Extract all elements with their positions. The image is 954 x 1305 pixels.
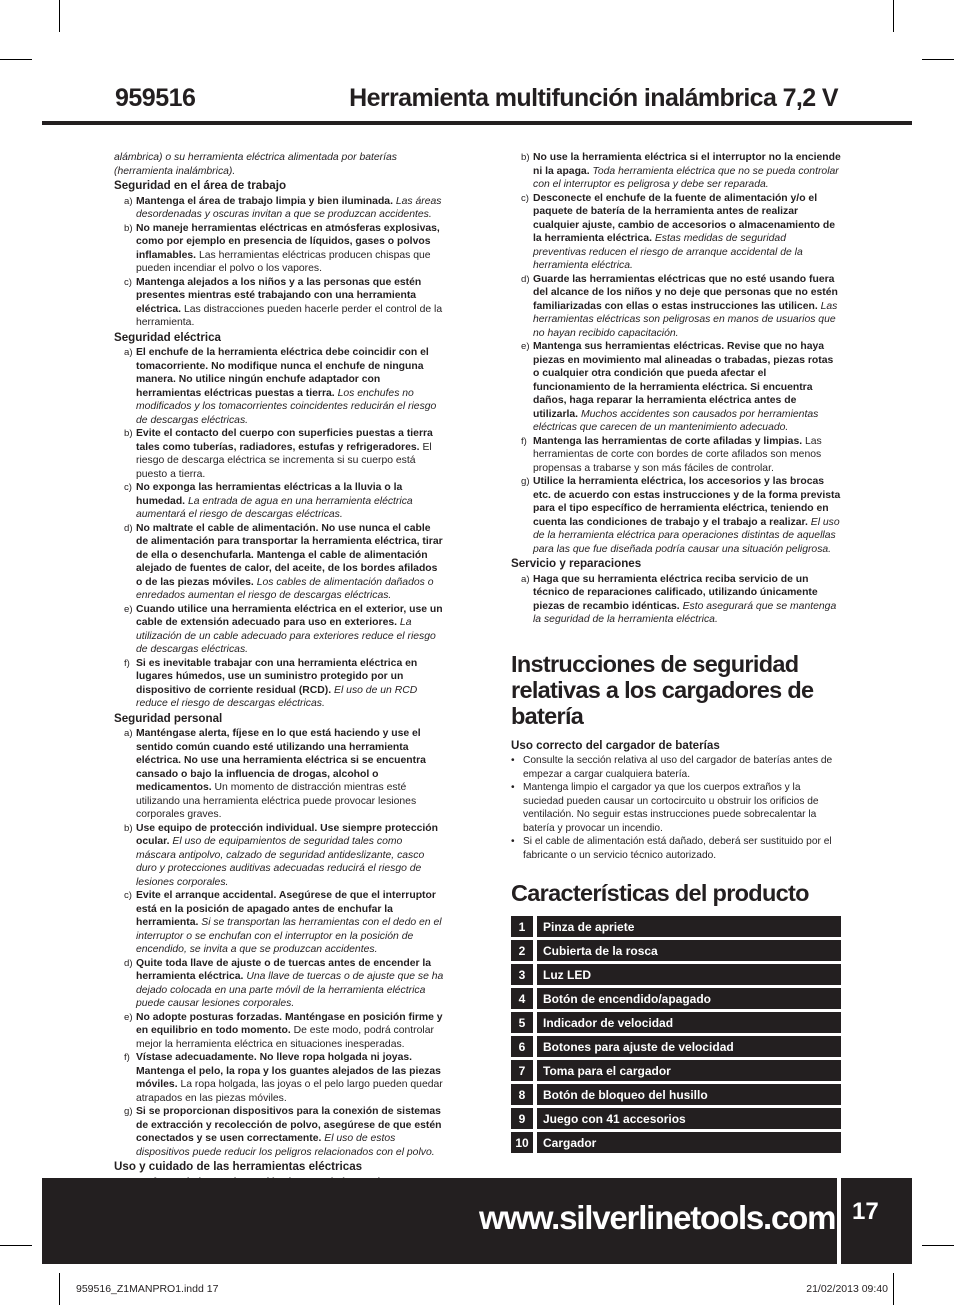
- safety-item: [511, 435, 841, 476]
- feature-row: [511, 1060, 841, 1081]
- crop-mark: [893, 1273, 894, 1305]
- crop-mark: [0, 1245, 32, 1246]
- safety-item: [114, 522, 444, 603]
- charger-subheading: Uso correcto del cargador de baterías: [511, 738, 720, 752]
- crop-mark: [893, 0, 894, 32]
- item-bold-text: Manténgase alerta, fíjese en lo que está haciendo y use el sentido común cuando esté utilizando una herramienta eléctrica. No use una herramienta eléctrica si se encuentra cansado o bajo la influencia de drogas, alcohol o medicamentos.: [136, 728, 426, 793]
- feature-number: 4: [511, 988, 533, 1009]
- safety-item: [511, 475, 841, 556]
- feature-label: Toma para el cargador: [537, 1060, 841, 1081]
- features-section: [511, 880, 841, 1156]
- bullet-text: Si el cable de alimentación está dañado, deberá ser sustituido por el fabricante o un servicio técnico autorizado.: [523, 836, 832, 861]
- item-bold-text: Mantenga el área de trabajo limpia y bien iluminada.: [136, 195, 393, 207]
- item-bold-text: El enchufe de la herramienta eléctrica debe coincidir con el tomacorriente. No modifique nunca el enchufe de ninguna manera. No utilice ningún enchufe adaptador con herramientas eléctricas puestas a tierra.: [136, 347, 429, 399]
- bullet-icon: •: [511, 755, 515, 766]
- crop-mark: [59, 0, 60, 32]
- page-title: Herramienta multifunción inalámbrica 7,2 V: [349, 84, 838, 112]
- item-italic-text: Si se transportan las herramientas con el dedo en el interruptor o se enchufan con el interruptor en la posición de encendido, se invita a que se produzcan accidentes.: [136, 917, 442, 955]
- section-heading: Servicio y reparaciones: [511, 557, 642, 570]
- feature-label: Botones para ajuste de velocidad: [537, 1036, 841, 1057]
- safety-item: [114, 1105, 444, 1159]
- feature-row: [511, 1108, 841, 1129]
- crop-mark: [59, 1273, 60, 1305]
- item-text: El riesgo de descarga eléctrica se incrementa si su cuerpo está puesto a tierra.: [136, 441, 432, 480]
- item-italic-text: Las herramientas eléctricas son peligrosas en manos de usuarios que no hayan recibido capacitación.: [533, 300, 838, 339]
- right-sections: [511, 151, 841, 627]
- item-bold-text: Evite el arranque accidental. Asegúrese de que el interruptor está en la posición de apagado antes de enchufar la herramienta.: [136, 890, 436, 928]
- features-heading: Características del producto: [511, 880, 809, 906]
- item-letter: a): [124, 195, 133, 207]
- item-italic-text: La entrada de agua en una herramienta eléctrica aumentará el riesgo de descargas eléctricas.: [136, 495, 413, 520]
- header-rule: [42, 121, 912, 125]
- feature-number: 10: [511, 1132, 533, 1153]
- section-heading: Seguridad personal: [114, 711, 223, 725]
- left-column: [114, 151, 444, 1230]
- item-bold-text: No exponga las herramientas eléctricas a la lluvia o la humedad.: [136, 482, 403, 507]
- item-bold-text: Evite el contacto del cuerpo con superficies puestas a tierra tales como tuberías, radiadores, estufas y refrigeradores.: [136, 428, 433, 453]
- item-letter: c): [521, 192, 529, 204]
- item-italic-text: Muchos accidentes son causados por herramientas eléctricas que carecen de un mantenimiento adecuado.: [533, 408, 819, 433]
- item-letter: b): [521, 152, 530, 163]
- safety-item: [114, 222, 444, 276]
- feature-row: [511, 1132, 841, 1153]
- crop-mark: [0, 59, 32, 60]
- charger-heading: Instrucciones de seguridad relativas a los cargadores de batería: [511, 650, 814, 729]
- feature-label: Luz LED: [537, 964, 841, 985]
- feature-label: Cubierta de la rosca: [537, 940, 841, 961]
- feature-label: Cargador: [537, 1132, 841, 1153]
- feature-number: 5: [511, 1012, 533, 1033]
- item-letter: e): [124, 603, 133, 615]
- item-letter: b): [124, 222, 133, 234]
- bullet-item: [511, 781, 841, 835]
- item-letter: a): [521, 573, 530, 585]
- feature-label: Indicador de velocidad: [537, 1012, 841, 1033]
- safety-item: [114, 1051, 444, 1105]
- item-bold-text: Vístase adecuadamente. No lleve ropa holgada ni joyas. Mantenga el pelo, la ropa y los guantes alejados de las piezas móviles.: [136, 1052, 441, 1090]
- bullet-icon: •: [511, 836, 515, 847]
- item-letter: g): [521, 476, 530, 487]
- item-text: De este modo, podrá controlar mejor la herramienta eléctrica en situaciones inesperadas.: [136, 1025, 434, 1050]
- item-bold-text: Haga que su herramienta eléctrica reciba servicio de un técnico de reparaciones calificado, utilizando únicamente piezas de recambio idénticas.: [533, 573, 818, 612]
- item-bold-text: Utilice la herramienta eléctrica, los accesorios y las brocas etc. de acuerdo con estas instrucciones y de la forma prevista para el tipo específico de herramienta eléctrica, teniendo en cuenta las condiciones de trabajo y el trabajo a realizar.: [533, 476, 841, 528]
- feature-number: 8: [511, 1084, 533, 1105]
- feature-number: 9: [511, 1108, 533, 1129]
- safety-item: [511, 340, 841, 435]
- item-letter: c): [124, 482, 132, 493]
- crop-mark: [922, 1245, 954, 1246]
- safety-item: [511, 192, 841, 273]
- item-text: Las distracciones pueden hacerle perder el control de la herramienta.: [136, 303, 443, 328]
- slug-date: 21/02/2013 09:40: [806, 1283, 888, 1295]
- safety-item: [511, 573, 841, 627]
- item-bold-text: No maltrate el cable de alimentación. No use nunca el cable de alimentación para transportar la herramienta eléctrica, tirar de ella o desenchufarla. Mantenga el cable de alimentación alejado de fuentes de calor, del aceite, de los bordes afilados o de las piezas móviles.: [136, 522, 443, 588]
- product-code: 959516: [115, 84, 196, 112]
- item-italic-text: Esto asegurará que se mantenga la seguridad de la herramienta eléctrica.: [533, 600, 837, 625]
- footer-band: [42, 1178, 912, 1264]
- item-letter: d): [124, 522, 133, 534]
- item-italic-text: El uso de un RCD reduce el riesgo de descargas eléctricas.: [136, 684, 418, 709]
- safety-item: [114, 822, 444, 890]
- item-bold-text: Desconecte el enchufe de la fuente de alimentación y/o el paquete de batería de la herramienta antes de realizar cualquier ajuste, cambio de accesorios o almacenamiento de la herramienta eléctrica.: [533, 192, 836, 244]
- feature-row: [511, 988, 841, 1009]
- feature-number: 7: [511, 1060, 533, 1081]
- page-number: 17: [852, 1198, 879, 1225]
- item-italic-text: La utilización de un cable adecuado para exteriores reduce el riesgo de descargas eléctricas.: [136, 617, 436, 655]
- item-letter: a): [124, 728, 133, 739]
- safety-item: [114, 957, 444, 1011]
- item-bold-text: Mantenga las herramientas de corte afiladas y limpias.: [533, 435, 803, 447]
- bullet-text: Mantenga limpio el cargador ya que los cuerpos extraños y la suciedad pueden causar un cortocircuito u obstruir los orificios de ventilación. No seguir estas instrucciones puede sobrecalentar la batería y provocar un incendio.: [523, 782, 819, 834]
- bullet-text: Consulte la sección relativa al uso del cargador de baterías antes de empezar a cargar cualquiera batería.: [523, 755, 833, 780]
- safety-item: [114, 1011, 444, 1052]
- item-italic-text: Los cables de alimentación dañados o enredados aumentan el riesgo de descargas eléctricas.: [136, 576, 434, 601]
- feature-list: [511, 916, 841, 1153]
- item-bold-text: No maneje herramientas eléctricas en atmósferas explosivas, como por ejemplo en presencia de líquidos, gases o polvos inflamables.: [136, 222, 440, 261]
- section-heading: Seguridad eléctrica: [114, 330, 221, 344]
- slug-filename: 959516_Z1MANPRO1.indd 17: [76, 1283, 219, 1295]
- feature-row: [511, 1084, 841, 1105]
- safety-item: [114, 276, 444, 330]
- safety-item: [114, 195, 444, 222]
- item-italic-text: El uso de equipamientos de seguridad tales como máscara antipolvo, calzado de seguridad antideslizante, casco duro y protecciones auditivas adecuadas reducirá el riesgo de lesiones corporales.: [136, 836, 425, 888]
- item-text: Las herramientas eléctricas producen chispas que pueden incendiar el polvo o los vapores.: [136, 249, 431, 274]
- item-letter: e): [124, 1011, 133, 1023]
- item-italic-text: Estas medidas de seguridad preventivas reducen el riesgo de arranque accidental de la herramienta eléctrica.: [533, 233, 803, 271]
- item-bold-text: Use equipo de protección individual. Use siempre protección ocular.: [136, 822, 438, 847]
- item-bold-text: No use la herramienta eléctrica si el interruptor no la enciende ni la apaga.: [533, 152, 841, 177]
- item-letter: b): [124, 428, 133, 439]
- item-bold-text: Mantenga alejados a los niños y a las personas que estén presentes mientras esté trabajando con una herramienta eléctrica.: [136, 276, 422, 315]
- bullet-icon: •: [511, 782, 515, 793]
- item-letter: c): [124, 276, 132, 288]
- feature-number: 6: [511, 1036, 533, 1057]
- safety-item: [511, 151, 841, 192]
- item-italic-text: Toda herramienta eléctrica que no se pueda controlar con el interruptor es peligrosa y debe ser reparada.: [533, 165, 839, 190]
- safety-item: [114, 657, 444, 711]
- item-text: Las herramientas de corte con bordes de corte afilados son menos propensas a trabarse y son más fáciles de controlar.: [533, 435, 822, 474]
- feature-label: Pinza de apriete: [537, 916, 841, 937]
- feature-row: [511, 1012, 841, 1033]
- bullet-item: [511, 754, 841, 781]
- right-column: [511, 151, 841, 862]
- item-bold-text: Si se proporcionan dispositivos para la conexión de sistemas de extracción y recolección de polvo, asegúrese de que estén conectados y se usen correctamente.: [136, 1106, 442, 1144]
- feature-number: 2: [511, 940, 533, 961]
- safety-item: [114, 727, 444, 822]
- safety-item: [114, 427, 444, 481]
- intro-text: alámbrica) o su herramienta eléctrica alimentada por baterías (herramienta inalámbrica).: [114, 152, 397, 177]
- item-letter: c): [124, 890, 132, 901]
- item-letter: d): [521, 273, 530, 285]
- safety-item: [114, 481, 444, 522]
- item-bold-text: No adopte posturas forzadas. Manténgase en posición firme y en equilibrio en todo momento.: [136, 1011, 443, 1036]
- page-header: [115, 84, 838, 118]
- feature-row: [511, 916, 841, 937]
- item-text: La ropa holgada, las joyas o el pelo largo pueden quedar atrapados en las piezas móviles.: [136, 1079, 443, 1104]
- item-bold-text: Cuando utilice una herramienta eléctrica en el exterior, use un cable de extensión adecuado para uso en exteriores.: [136, 603, 443, 628]
- feature-row: [511, 1036, 841, 1057]
- section-heading: Uso y cuidado de las herramientas eléctricas: [114, 1160, 363, 1173]
- website-link[interactable]: www.silverlinetools.com: [479, 1199, 836, 1236]
- section-heading: Seguridad en el área de trabajo: [114, 179, 287, 192]
- item-bold-text: Mantenga sus herramientas eléctricas. Revise que no haya piezas en movimiento mal alineadas o trabadas, piezas rotas o cualquier otra condición que pueda afectar el funcionamiento de la herramienta eléctrica. Si encuentra daños, haga reparar la herramienta eléctrica antes de utilizarla.: [533, 341, 834, 420]
- item-italic-text: Las áreas desordenadas y oscuras invitan a que se produzcan accidentes.: [136, 195, 442, 220]
- feature-row: [511, 964, 841, 985]
- item-letter: g): [124, 1106, 133, 1117]
- item-bold-text: Quite toda llave de ajuste o de tuercas antes de encender la herramienta eléctrica.: [136, 957, 432, 982]
- item-italic-text: Una llave de tuercas o de ajuste que se ha dejado colocada en una parte móvil de la herramienta eléctrica puede causar lesiones corporales.: [136, 971, 444, 1009]
- safety-item: [511, 273, 841, 341]
- item-italic-text: El uso de estos dispositivos puede reducir los peligros relacionados con el polvo.: [136, 1133, 435, 1158]
- left-sections: [114, 179, 444, 1230]
- item-letter: e): [521, 341, 530, 352]
- item-bold-text: Si es inevitable trabajar con una herramienta eléctrica en lugares húmedos, use un suministro protegido por un dispositivo de corriente residual (RCD).: [136, 657, 418, 696]
- feature-row: [511, 940, 841, 961]
- item-letter: f): [124, 1052, 130, 1063]
- item-letter: a): [124, 347, 133, 358]
- safety-item: [114, 603, 444, 657]
- safety-item: [114, 889, 444, 957]
- charger-bullets: [511, 754, 841, 862]
- item-letter: f): [124, 657, 130, 669]
- feature-label: Botón de encendido/apagado: [537, 988, 841, 1009]
- item-letter: f): [521, 435, 527, 447]
- feature-label: Juego con 41 accesorios: [537, 1108, 841, 1129]
- item-letter: d): [124, 957, 133, 969]
- item-letter: b): [124, 822, 133, 834]
- item-text: Un momento de distracción mientras esté utilizando una herramienta eléctrica puede provocar lesiones corporales graves.: [136, 782, 417, 820]
- feature-number: 1: [511, 916, 533, 937]
- item-italic-text: Los enchufes no modificados y los tomacorrientes coincidentes reducirán el riesgo de descargas eléctricas.: [136, 387, 437, 426]
- item-bold-text: Guarde las herramientas eléctricas que no esté usando fuera del alcance de los niños y no deje que personas que no estén familiarizadas con ellas o estas instrucciones las utilicen.: [533, 273, 838, 312]
- crop-mark: [922, 59, 954, 60]
- feature-number: 3: [511, 964, 533, 985]
- safety-item: [114, 346, 444, 427]
- item-italic-text: El uso de la herramienta eléctrica para operaciones distintas de aquellas para las que fue diseñada podría causar una situación peligrosa.: [533, 516, 840, 555]
- bullet-item: [511, 835, 841, 862]
- feature-label: Botón de bloqueo del husillo: [537, 1084, 841, 1105]
- footer-separator: [837, 1178, 841, 1264]
